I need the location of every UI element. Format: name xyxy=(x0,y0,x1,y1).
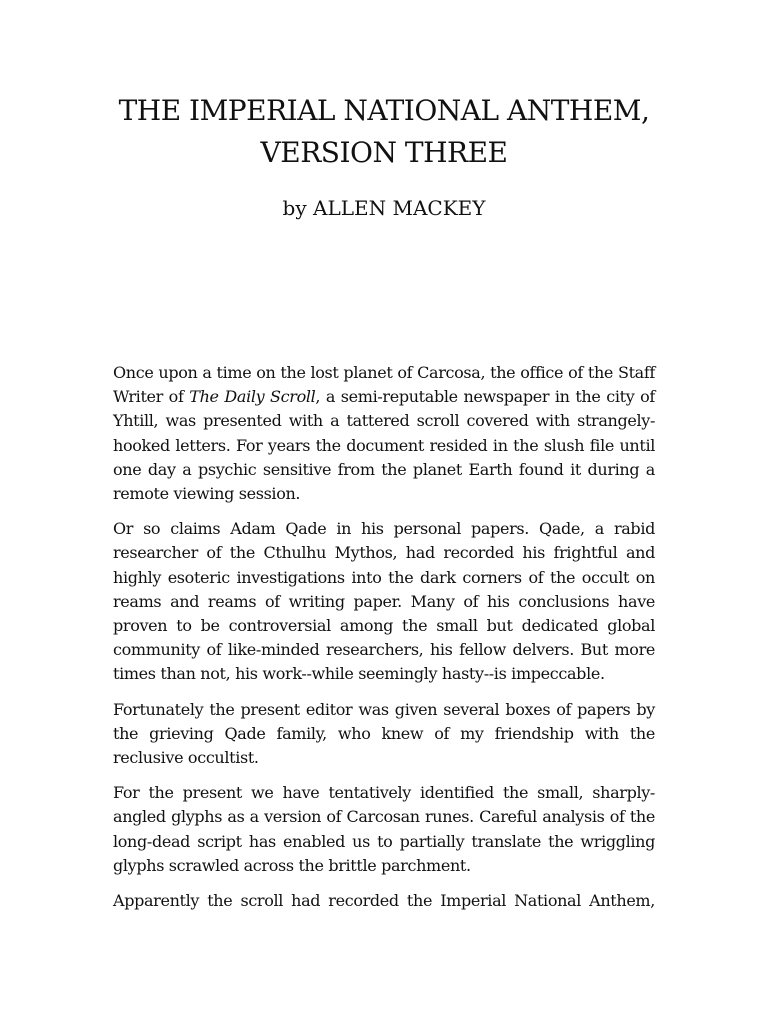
document-body xyxy=(113,361,655,924)
paragraph-1-end: , a semi-reputable newspaper in the city of Yhtill, was presented with a tattered scroll covered with strangely-hooked letters. For years the document resided in the slush file until one day a psychic sensitive from the planet Earth found it during a remote viewing session. xyxy=(113,387,655,504)
author-byline: by ALLEN MACKEY xyxy=(282,196,486,220)
title-line-2: VERSION THREE xyxy=(260,136,508,169)
paragraph-1-start: Once upon a time on the lost planet of Carcosa, the office of the Staff Writer of xyxy=(113,363,655,407)
newspaper-title: The Daily Scroll xyxy=(189,387,316,407)
paragraph-5: Apparently the scroll had recorded the Imperial National Anthem, xyxy=(113,891,655,911)
paragraph-1 xyxy=(113,361,655,506)
paragraph-3: Fortunately the present editor was given several boxes of papers by the grieving Qade family, who knew of my friendship with the reclusive occultist. xyxy=(113,699,655,768)
document-title xyxy=(0,90,768,174)
paragraph-2: Or so claims Adam Qade in his personal papers. Qade, a rabid researcher of the Cthulhu Mythos, had recorded his frightful and highly esoteric investigations into the dark corners of the occult on reams and reams of writing paper. Many of his conclusions have proven to be controversial among the small but dedicated global community of like-minded researchers, his fellow delvers. But more times than not, his work--while seemingly hasty--is impeccable. xyxy=(113,519,655,684)
paragraph-4: For the present we have tentatively identified the small, sharply-angled glyphs as a version of Carcosan runes. Careful analysis of the long-dead script has enabled us to partially translate the wriggling glyphs scrawled across the brittle parchment. xyxy=(113,783,655,875)
title-line-1: THE IMPERIAL NATIONAL ANTHEM, xyxy=(118,94,650,127)
